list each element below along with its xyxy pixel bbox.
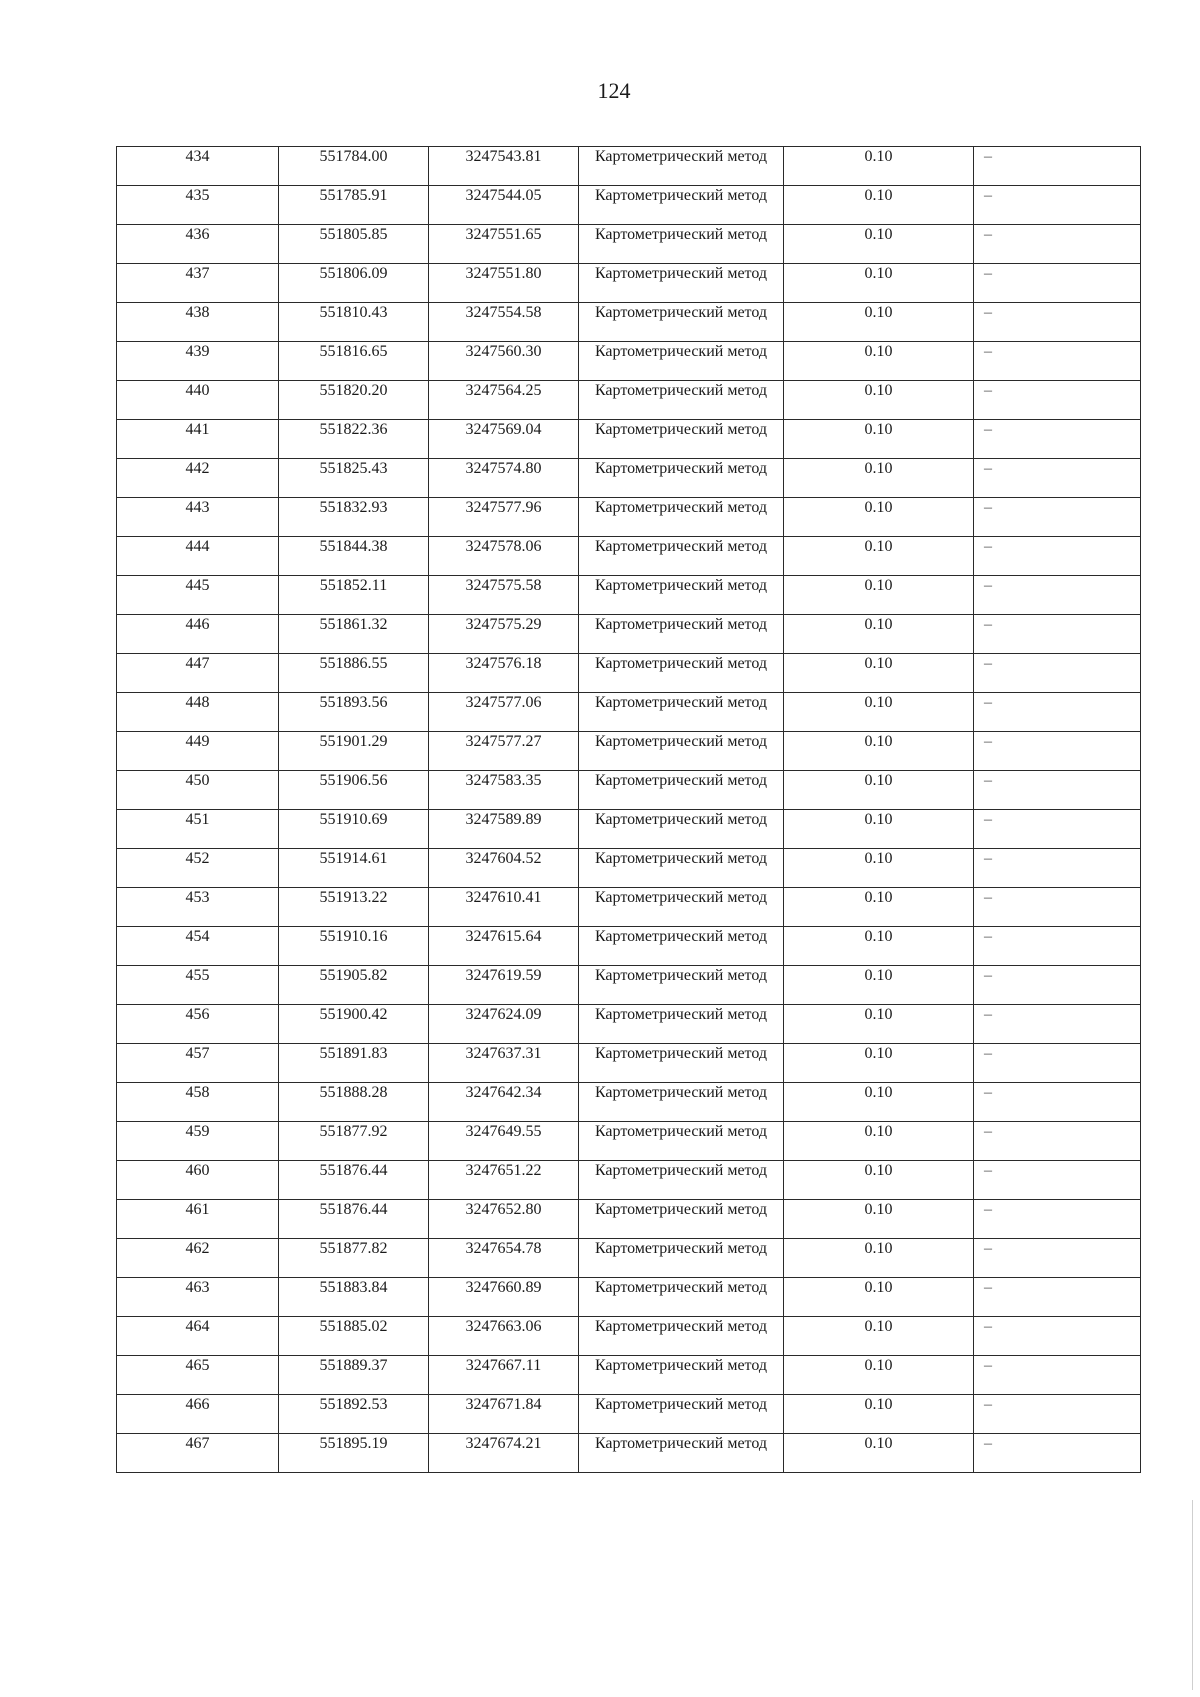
note-cell: –	[974, 693, 1141, 732]
point-number-cell: 440	[117, 381, 279, 420]
method-cell: Картометрический метод	[579, 576, 784, 615]
accuracy-cell: 0.10	[784, 1395, 974, 1434]
x-coordinate-cell: 551889.37	[279, 1356, 429, 1395]
y-coordinate-cell: 3247674.21	[429, 1434, 579, 1473]
table-row	[117, 1356, 1141, 1395]
y-coordinate-cell: 3247583.35	[429, 771, 579, 810]
accuracy-cell: 0.10	[784, 1356, 974, 1395]
table-row	[117, 342, 1141, 381]
note-cell: –	[974, 927, 1141, 966]
accuracy-cell: 0.10	[784, 1278, 974, 1317]
method-cell: Картометрический метод	[579, 615, 784, 654]
point-number-cell: 458	[117, 1083, 279, 1122]
point-number-cell: 443	[117, 498, 279, 537]
accuracy-cell: 0.10	[784, 303, 974, 342]
note-cell: –	[974, 147, 1141, 186]
point-number-cell: 437	[117, 264, 279, 303]
method-cell: Картометрический метод	[579, 771, 784, 810]
table-row	[117, 732, 1141, 771]
method-cell: Картометрический метод	[579, 654, 784, 693]
method-cell: Картометрический метод	[579, 225, 784, 264]
table-row	[117, 849, 1141, 888]
method-cell: Картометрический метод	[579, 498, 784, 537]
point-number-cell: 448	[117, 693, 279, 732]
y-coordinate-cell: 3247577.06	[429, 693, 579, 732]
note-cell: –	[974, 381, 1141, 420]
point-number-cell: 459	[117, 1122, 279, 1161]
accuracy-cell: 0.10	[784, 1200, 974, 1239]
y-coordinate-cell: 3247671.84	[429, 1395, 579, 1434]
method-cell: Картометрический метод	[579, 810, 784, 849]
y-coordinate-cell: 3247652.80	[429, 1200, 579, 1239]
point-number-cell: 461	[117, 1200, 279, 1239]
accuracy-cell: 0.10	[784, 888, 974, 927]
method-cell: Картометрический метод	[579, 1161, 784, 1200]
table-row	[117, 1239, 1141, 1278]
accuracy-cell: 0.10	[784, 1161, 974, 1200]
note-cell: –	[974, 420, 1141, 459]
table-row	[117, 1005, 1141, 1044]
point-number-cell: 467	[117, 1434, 279, 1473]
table-row	[117, 810, 1141, 849]
note-cell: –	[974, 1122, 1141, 1161]
method-cell: Картометрический метод	[579, 732, 784, 771]
accuracy-cell: 0.10	[784, 849, 974, 888]
x-coordinate-cell: 551816.65	[279, 342, 429, 381]
x-coordinate-cell: 551832.93	[279, 498, 429, 537]
y-coordinate-cell: 3247610.41	[429, 888, 579, 927]
table-row	[117, 1122, 1141, 1161]
accuracy-cell: 0.10	[784, 342, 974, 381]
point-number-cell: 460	[117, 1161, 279, 1200]
point-number-cell: 435	[117, 186, 279, 225]
x-coordinate-cell: 551895.19	[279, 1434, 429, 1473]
note-cell: –	[974, 1317, 1141, 1356]
y-coordinate-cell: 3247577.27	[429, 732, 579, 771]
y-coordinate-cell: 3247551.80	[429, 264, 579, 303]
x-coordinate-cell: 551892.53	[279, 1395, 429, 1434]
accuracy-cell: 0.10	[784, 1434, 974, 1473]
y-coordinate-cell: 3247564.25	[429, 381, 579, 420]
x-coordinate-cell: 551891.83	[279, 1044, 429, 1083]
accuracy-cell: 0.10	[784, 498, 974, 537]
note-cell: –	[974, 888, 1141, 927]
x-coordinate-cell: 551886.55	[279, 654, 429, 693]
y-coordinate-cell: 3247560.30	[429, 342, 579, 381]
coordinates-table-body	[117, 147, 1141, 1473]
accuracy-cell: 0.10	[784, 264, 974, 303]
y-coordinate-cell: 3247578.06	[429, 537, 579, 576]
method-cell: Картометрический метод	[579, 1356, 784, 1395]
table-row	[117, 1083, 1141, 1122]
method-cell: Картометрический метод	[579, 1239, 784, 1278]
x-coordinate-cell: 551876.44	[279, 1200, 429, 1239]
x-coordinate-cell: 551910.69	[279, 810, 429, 849]
table-row	[117, 1161, 1141, 1200]
table-row	[117, 498, 1141, 537]
point-number-cell: 441	[117, 420, 279, 459]
point-number-cell: 466	[117, 1395, 279, 1434]
x-coordinate-cell: 551876.44	[279, 1161, 429, 1200]
point-number-cell: 451	[117, 810, 279, 849]
method-cell: Картометрический метод	[579, 420, 784, 459]
point-number-cell: 438	[117, 303, 279, 342]
accuracy-cell: 0.10	[784, 147, 974, 186]
table-row	[117, 615, 1141, 654]
coordinates-table	[116, 146, 1141, 1473]
x-coordinate-cell: 551910.16	[279, 927, 429, 966]
point-number-cell: 455	[117, 966, 279, 1005]
method-cell: Картометрический метод	[579, 537, 784, 576]
table-row	[117, 654, 1141, 693]
note-cell: –	[974, 225, 1141, 264]
note-cell: –	[974, 1239, 1141, 1278]
y-coordinate-cell: 3247637.31	[429, 1044, 579, 1083]
table-row	[117, 1278, 1141, 1317]
scan-edge-line	[1192, 1500, 1193, 1690]
note-cell: –	[974, 459, 1141, 498]
accuracy-cell: 0.10	[784, 810, 974, 849]
x-coordinate-cell: 551844.38	[279, 537, 429, 576]
x-coordinate-cell: 551893.56	[279, 693, 429, 732]
method-cell: Картометрический метод	[579, 1200, 784, 1239]
method-cell: Картометрический метод	[579, 264, 784, 303]
table-row	[117, 888, 1141, 927]
point-number-cell: 456	[117, 1005, 279, 1044]
accuracy-cell: 0.10	[784, 693, 974, 732]
y-coordinate-cell: 3247667.11	[429, 1356, 579, 1395]
y-coordinate-cell: 3247649.55	[429, 1122, 579, 1161]
x-coordinate-cell: 551810.43	[279, 303, 429, 342]
note-cell: –	[974, 186, 1141, 225]
method-cell: Картометрический метод	[579, 966, 784, 1005]
accuracy-cell: 0.10	[784, 654, 974, 693]
y-coordinate-cell: 3247604.52	[429, 849, 579, 888]
table-row	[117, 420, 1141, 459]
note-cell: –	[974, 1434, 1141, 1473]
note-cell: –	[974, 576, 1141, 615]
x-coordinate-cell: 551784.00	[279, 147, 429, 186]
table-row	[117, 693, 1141, 732]
point-number-cell: 445	[117, 576, 279, 615]
point-number-cell: 447	[117, 654, 279, 693]
table-row	[117, 381, 1141, 420]
y-coordinate-cell: 3247651.22	[429, 1161, 579, 1200]
method-cell: Картометрический метод	[579, 342, 784, 381]
accuracy-cell: 0.10	[784, 1005, 974, 1044]
y-coordinate-cell: 3247654.78	[429, 1239, 579, 1278]
x-coordinate-cell: 551883.84	[279, 1278, 429, 1317]
note-cell: –	[974, 342, 1141, 381]
x-coordinate-cell: 551852.11	[279, 576, 429, 615]
method-cell: Картометрический метод	[579, 1395, 784, 1434]
x-coordinate-cell: 551820.20	[279, 381, 429, 420]
accuracy-cell: 0.10	[784, 1239, 974, 1278]
table-row	[117, 225, 1141, 264]
accuracy-cell: 0.10	[784, 225, 974, 264]
table-row	[117, 186, 1141, 225]
method-cell: Картометрический метод	[579, 1278, 784, 1317]
y-coordinate-cell: 3247544.05	[429, 186, 579, 225]
y-coordinate-cell: 3247577.96	[429, 498, 579, 537]
point-number-cell: 434	[117, 147, 279, 186]
point-number-cell: 465	[117, 1356, 279, 1395]
accuracy-cell: 0.10	[784, 1083, 974, 1122]
note-cell: –	[974, 1278, 1141, 1317]
point-number-cell: 457	[117, 1044, 279, 1083]
accuracy-cell: 0.10	[784, 966, 974, 1005]
point-number-cell: 463	[117, 1278, 279, 1317]
table-row	[117, 537, 1141, 576]
point-number-cell: 446	[117, 615, 279, 654]
accuracy-cell: 0.10	[784, 537, 974, 576]
x-coordinate-cell: 551901.29	[279, 732, 429, 771]
point-number-cell: 453	[117, 888, 279, 927]
table-row	[117, 771, 1141, 810]
table-row	[117, 966, 1141, 1005]
x-coordinate-cell: 551888.28	[279, 1083, 429, 1122]
y-coordinate-cell: 3247619.59	[429, 966, 579, 1005]
point-number-cell: 464	[117, 1317, 279, 1356]
note-cell: –	[974, 771, 1141, 810]
y-coordinate-cell: 3247554.58	[429, 303, 579, 342]
x-coordinate-cell: 551877.92	[279, 1122, 429, 1161]
x-coordinate-cell: 551822.36	[279, 420, 429, 459]
method-cell: Картометрический метод	[579, 1083, 784, 1122]
table-row	[117, 576, 1141, 615]
page-number: 124	[597, 78, 631, 103]
note-cell: –	[974, 498, 1141, 537]
method-cell: Картометрический метод	[579, 888, 784, 927]
point-number-cell: 452	[117, 849, 279, 888]
y-coordinate-cell: 3247660.89	[429, 1278, 579, 1317]
method-cell: Картометрический метод	[579, 693, 784, 732]
y-coordinate-cell: 3247569.04	[429, 420, 579, 459]
y-coordinate-cell: 3247615.64	[429, 927, 579, 966]
method-cell: Картометрический метод	[579, 381, 784, 420]
accuracy-cell: 0.10	[784, 732, 974, 771]
method-cell: Картометрический метод	[579, 1044, 784, 1083]
y-coordinate-cell: 3247575.29	[429, 615, 579, 654]
note-cell: –	[974, 1083, 1141, 1122]
x-coordinate-cell: 551900.42	[279, 1005, 429, 1044]
method-cell: Картометрический метод	[579, 303, 784, 342]
table-row	[117, 303, 1141, 342]
accuracy-cell: 0.10	[784, 381, 974, 420]
method-cell: Картометрический метод	[579, 849, 784, 888]
point-number-cell: 462	[117, 1239, 279, 1278]
y-coordinate-cell: 3247576.18	[429, 654, 579, 693]
table-row	[117, 459, 1141, 498]
point-number-cell: 439	[117, 342, 279, 381]
note-cell: –	[974, 654, 1141, 693]
table-row	[117, 1434, 1141, 1473]
accuracy-cell: 0.10	[784, 576, 974, 615]
table-row	[117, 1317, 1141, 1356]
y-coordinate-cell: 3247642.34	[429, 1083, 579, 1122]
table-row	[117, 1200, 1141, 1239]
point-number-cell: 444	[117, 537, 279, 576]
accuracy-cell: 0.10	[784, 615, 974, 654]
point-number-cell: 442	[117, 459, 279, 498]
method-cell: Картометрический метод	[579, 1005, 784, 1044]
note-cell: –	[974, 966, 1141, 1005]
table-row	[117, 264, 1141, 303]
note-cell: –	[974, 849, 1141, 888]
table-row	[117, 1044, 1141, 1083]
point-number-cell: 449	[117, 732, 279, 771]
accuracy-cell: 0.10	[784, 927, 974, 966]
method-cell: Картометрический метод	[579, 147, 784, 186]
note-cell: –	[974, 1395, 1141, 1434]
note-cell: –	[974, 810, 1141, 849]
y-coordinate-cell: 3247551.65	[429, 225, 579, 264]
point-number-cell: 454	[117, 927, 279, 966]
method-cell: Картометрический метод	[579, 1434, 784, 1473]
method-cell: Картометрический метод	[579, 1122, 784, 1161]
accuracy-cell: 0.10	[784, 1044, 974, 1083]
method-cell: Картометрический метод	[579, 927, 784, 966]
accuracy-cell: 0.10	[784, 771, 974, 810]
table-row	[117, 147, 1141, 186]
y-coordinate-cell: 3247543.81	[429, 147, 579, 186]
y-coordinate-cell: 3247575.58	[429, 576, 579, 615]
accuracy-cell: 0.10	[784, 459, 974, 498]
x-coordinate-cell: 551805.85	[279, 225, 429, 264]
note-cell: –	[974, 732, 1141, 771]
y-coordinate-cell: 3247574.80	[429, 459, 579, 498]
table-row	[117, 927, 1141, 966]
x-coordinate-cell: 551914.61	[279, 849, 429, 888]
note-cell: –	[974, 1005, 1141, 1044]
note-cell: –	[974, 264, 1141, 303]
x-coordinate-cell: 551861.32	[279, 615, 429, 654]
accuracy-cell: 0.10	[784, 1122, 974, 1161]
x-coordinate-cell: 551877.82	[279, 1239, 429, 1278]
note-cell: –	[974, 537, 1141, 576]
x-coordinate-cell: 551913.22	[279, 888, 429, 927]
note-cell: –	[974, 615, 1141, 654]
note-cell: –	[974, 1200, 1141, 1239]
x-coordinate-cell: 551825.43	[279, 459, 429, 498]
accuracy-cell: 0.10	[784, 420, 974, 459]
x-coordinate-cell: 551885.02	[279, 1317, 429, 1356]
x-coordinate-cell: 551806.09	[279, 264, 429, 303]
point-number-cell: 450	[117, 771, 279, 810]
note-cell: –	[974, 303, 1141, 342]
note-cell: –	[974, 1356, 1141, 1395]
accuracy-cell: 0.10	[784, 1317, 974, 1356]
method-cell: Картометрический метод	[579, 459, 784, 498]
point-number-cell: 436	[117, 225, 279, 264]
y-coordinate-cell: 3247663.06	[429, 1317, 579, 1356]
accuracy-cell: 0.10	[784, 186, 974, 225]
table-row	[117, 1395, 1141, 1434]
y-coordinate-cell: 3247624.09	[429, 1005, 579, 1044]
x-coordinate-cell: 551906.56	[279, 771, 429, 810]
x-coordinate-cell: 551785.91	[279, 186, 429, 225]
x-coordinate-cell: 551905.82	[279, 966, 429, 1005]
note-cell: –	[974, 1161, 1141, 1200]
method-cell: Картометрический метод	[579, 186, 784, 225]
method-cell: Картометрический метод	[579, 1317, 784, 1356]
note-cell: –	[974, 1044, 1141, 1083]
y-coordinate-cell: 3247589.89	[429, 810, 579, 849]
